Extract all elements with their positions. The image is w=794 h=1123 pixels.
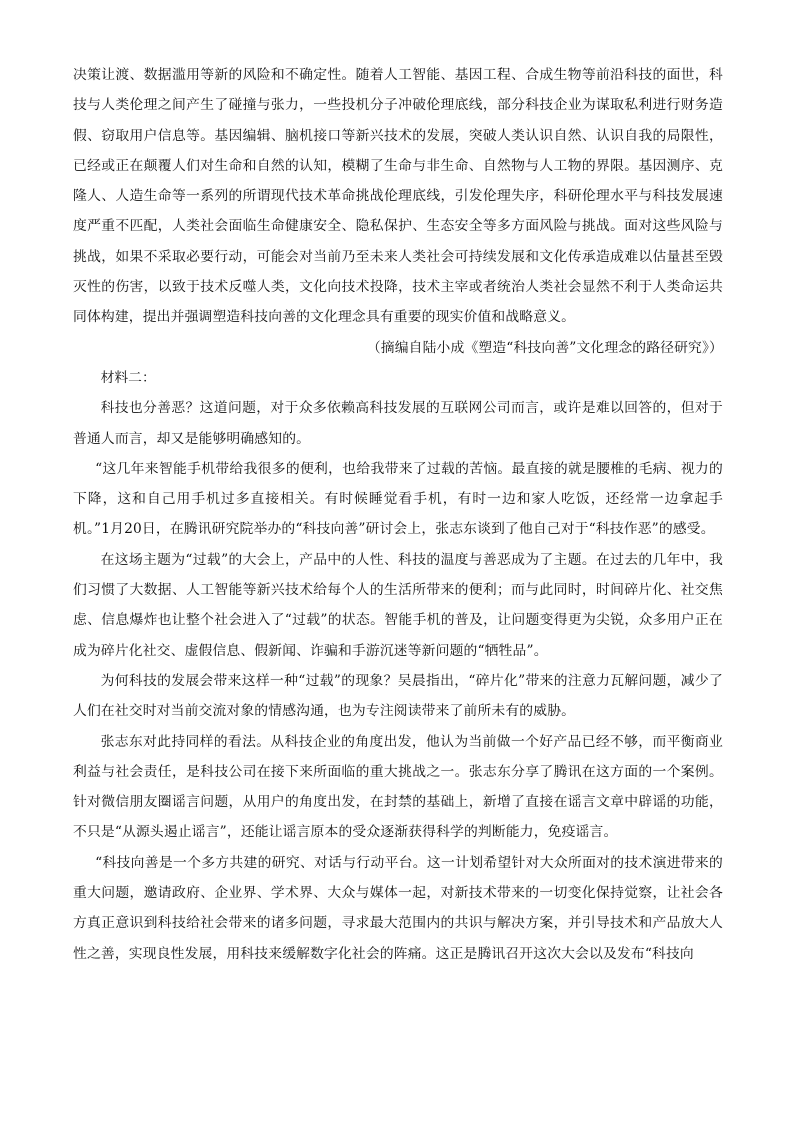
paragraph-tech-for-good-platform: “科技向善是一个多方共建的研究、对话与行动平台。这一计划希望针对大众所面对的技术演进带来的重大问题，邀请政府、企业界、学术界、大众与媒体一起，对新技术带来的一切变化保持觉察，让社会各方真正意识到科技给社会带来的诸多问题，寻求最大范围内的共识与解决方案，并引导技术和产品放大人性之善，实现良性发展，用科技来缓解数字化社会的阵痛。这正是腾讯召开这次大会以及发布“科技向 [73, 854, 723, 962]
source-citation: （摘编自陆小成《塑造“科技向善”文化理念的路径研究》） [366, 339, 723, 356]
paragraph-overload-theme: 在这场主题为“过载”的大会上，产品中的人性、科技的温度与善恶成为了主题。在过去的几年中，我们习惯了大数据、人工智能等新兴技术给每个人的生活所带来的便利；而与此同时，时间碎片化、社交焦虑、信息爆炸也让整个社会进入了“过载”的状态。智能手机的普及，让问题变得更为尖锐，众多用户正在成为碎片化社交、虚假信息、假新闻、诈骗和手游沉迷等新问题的“牺牲品”。 [73, 551, 723, 659]
paragraph-tencent-case: 张志东对此持同样的看法。从科技企业的角度出发，他认为当前做一个好产品已经不够，而平衡商业利益与社会责任，是科技公司在接下来所面临的重大挑战之一。张志东分享了腾讯在这方面的一个案例。针对微信朋友圈谣言问题，从用户的角度出发，在封禁的基础上，新增了直接在谣言文章中辟谣的功能，不只是“从源头遏止谣言”，还能让谣言原本的受众逐渐获得科学的判断能力，免疫谣言。 [73, 733, 723, 841]
paragraph-wu-chen: 为何科技的发展会带来这样一种“过载”的现象？吴晨指出，“碎片化”带来的注意力瓦解问题，减少了人们在社交时对当前交流对象的情感沟通，也为专注阅读带来了前所未有的威胁。 [73, 672, 723, 720]
paragraph-quote-zhang: “这几年来智能手机带给我很多的便利，也给我带来了过载的苦恼。最直接的就是腰椎的毛病、视力的下降，这和自己用手机过多直接相关。有时候睡觉看手机，有时一边和家人吃饭，还经常一边拿起手机。”1月20日，在腾讯研究院举办的“科技向善”研讨会上，张志东谈到了他自己对于“科技作恶”的感受。 [73, 460, 723, 538]
document-page [73, 60, 723, 969]
paragraph-material-1-continuation: 决策让渡、数据滥用等新的风险和不确定性。随着人工智能、基因工程、合成生物等前沿科技的面世，科技与人类伦理之间产生了碰撞与张力，一些投机分子冲破伦理底线，部分科技企业为谋取私利进行财务造假、窃取用户信息等。基因编辑、脑机接口等新兴技术的发展，突破人类认识自然、认识自我的局限性，已经或正在颠覆人们对生命和自然的认知，模糊了生命与非生命、自然物与人工物的界限。基因测序、克隆人、人造生命等一系列的所谓现代技术革命挑战伦理底线，引发伦理失序，科研伦理水平与科技发展速度严重不匹配，人类社会面临生命健康安全、隐私保护、生态安全等多方面风险与挑战。面对这些风险与挑战，如果不采取必要行动，可能会对当前乃至未来人类社会可持续发展和文化传承造成难以估量甚至毁灭性的伤害，以致于技术反噬人类，文化向技术投降，技术主宰或者统治人类社会显然不利于人类命运共同体构建，提出并强调塑造科技向善的文化理念具有重要的现实价值和战略意义。 [73, 67, 723, 326]
material-2-heading: 材料二： [100, 369, 156, 386]
paragraph-question: 科技也分善恶？这道问题，对于众多依赖高科技发展的互联网公司而言，或许是难以回答的，但对于普通人而言，却又是能够明确感知的。 [73, 400, 723, 447]
